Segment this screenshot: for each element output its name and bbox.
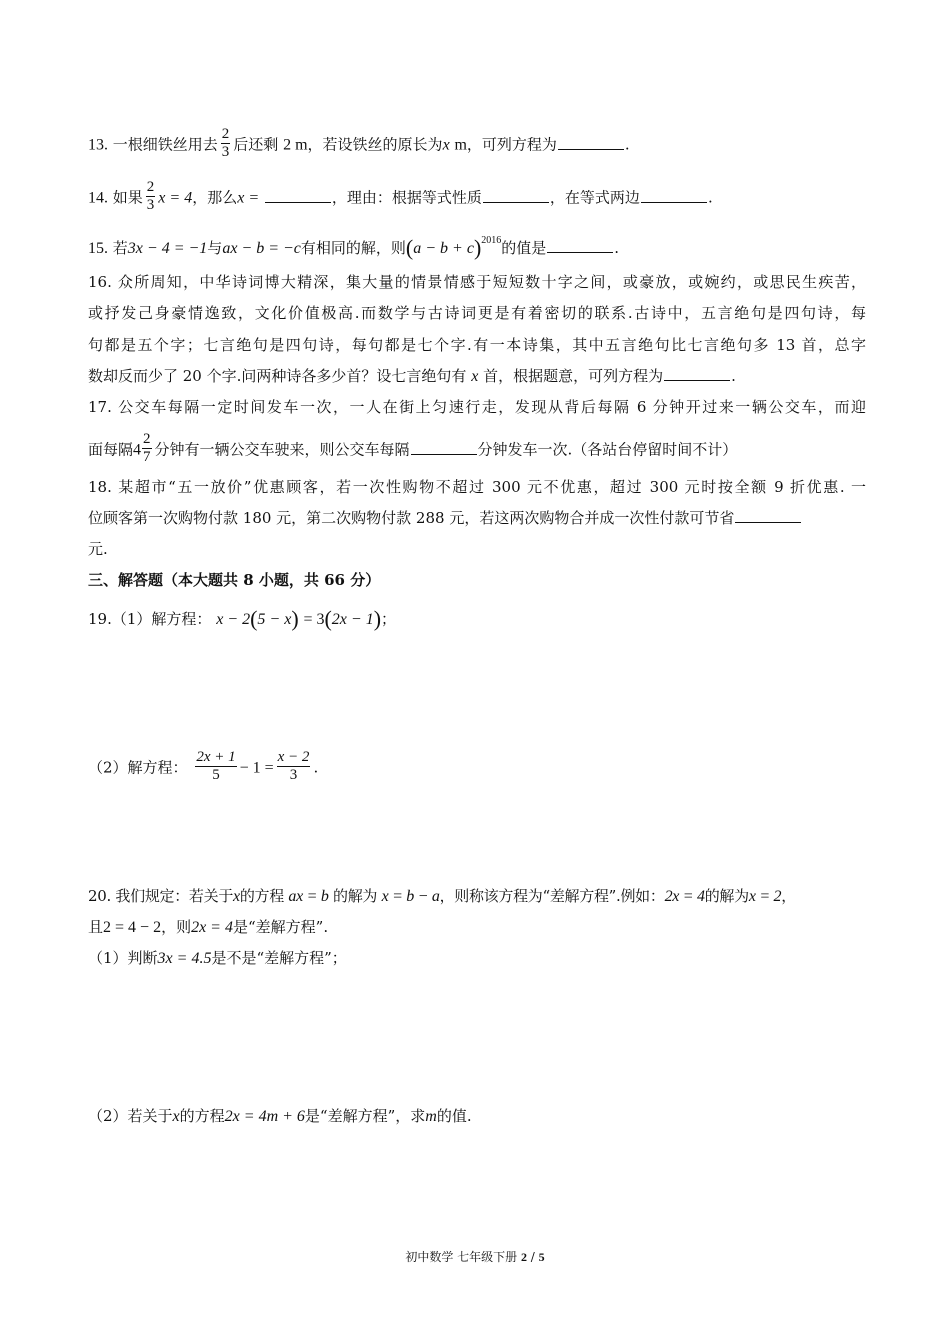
q20-equation: 2x = 4 bbox=[191, 919, 233, 936]
q17-text: 分钟有一辆公交车驶来，则公交车每隔 bbox=[154, 440, 410, 459]
q15-text: 若 bbox=[112, 239, 128, 257]
question-20-part-1 bbox=[88, 948, 866, 969]
question-number: 15. bbox=[88, 240, 108, 257]
q20-text: 的解为 bbox=[333, 887, 378, 905]
answer-blank[interactable] bbox=[411, 440, 477, 455]
q14-equation: x = 4 bbox=[158, 189, 193, 207]
question-number: 13. bbox=[88, 136, 108, 154]
q13-text: ，若设铁丝的原长为 bbox=[307, 135, 443, 154]
q20-variable: x bbox=[172, 1108, 180, 1125]
q14-text: ，那么 bbox=[192, 188, 238, 207]
q20-equation: ax = b bbox=[288, 888, 329, 905]
answer-blank[interactable] bbox=[483, 188, 549, 203]
q15-equation-2: ax − b = −c bbox=[222, 240, 301, 257]
q20-text: 20. 我们规定：若关于 bbox=[88, 887, 234, 905]
q19-equation: − 1 = bbox=[239, 759, 274, 777]
q14-text: ，理由：根据等式性质 bbox=[331, 188, 482, 207]
q15-equation-1: 3x − 4 = −1 bbox=[127, 240, 208, 257]
q19-equation: 5 − x bbox=[257, 611, 292, 628]
q13-end: . bbox=[624, 135, 630, 154]
question-13 bbox=[88, 128, 866, 163]
fraction-numerator: 2 bbox=[146, 179, 155, 195]
question-18-line-2 bbox=[88, 508, 866, 528]
fraction bbox=[146, 179, 156, 214]
mixed-number-whole: 4 bbox=[133, 441, 142, 459]
q20-equation: x = b − a bbox=[381, 888, 440, 905]
fraction bbox=[221, 126, 231, 161]
q20-text: 的解为 bbox=[704, 887, 749, 905]
q19-equation: = 3 bbox=[303, 611, 325, 628]
q20-equation: 3x = 4.5 bbox=[157, 950, 212, 967]
q19-end: . bbox=[313, 758, 319, 777]
q20-text: 是“差解方程”，求 bbox=[304, 1107, 426, 1125]
q19-end: ； bbox=[381, 610, 397, 628]
fraction-numerator: x − 2 bbox=[277, 749, 310, 765]
question-20-part-2 bbox=[88, 1106, 866, 1127]
q13-text: 一根细铁丝用去 bbox=[112, 135, 218, 154]
q17-text: 分钟发车一次.（各站台停留时间不计） bbox=[477, 440, 738, 459]
question-16-line-3: 句都是五个字；七言绝句是四句诗，每句都是七个字.有一本诗集，其中五言绝句比七言绝句多 13 首，总字 bbox=[88, 336, 866, 354]
q14-variable: x = bbox=[237, 189, 260, 207]
q20-text: ，则称该方程为“差解方程”.例如： bbox=[439, 887, 665, 905]
q15-text: 有相同的解，则 bbox=[300, 239, 406, 257]
q20-text: ，则 bbox=[161, 918, 192, 936]
fraction bbox=[277, 749, 311, 784]
question-19-part-2 bbox=[88, 751, 866, 786]
question-17-line-2 bbox=[88, 433, 866, 468]
q16-text: 首，根据题意，可列方程为 bbox=[483, 367, 664, 385]
answer-blank[interactable] bbox=[735, 508, 801, 523]
q17-text: 面每隔 bbox=[88, 440, 134, 459]
answer-blank[interactable] bbox=[547, 238, 613, 253]
q20-equation: x = 2 bbox=[748, 888, 782, 905]
fraction-denominator: 3 bbox=[146, 197, 155, 213]
q16-variable: x bbox=[471, 368, 479, 385]
question-20-line-2 bbox=[88, 917, 866, 938]
question-16-line-4 bbox=[88, 366, 866, 387]
footer-page-total: 5 bbox=[538, 1250, 545, 1264]
footer-subject: 初中数学 七年级下册 bbox=[405, 1250, 518, 1264]
q20-text: 的方程 bbox=[179, 1107, 225, 1125]
q20-text: 且 bbox=[88, 918, 104, 936]
q20-text: ， bbox=[781, 887, 796, 905]
fraction-denominator: 5 bbox=[212, 767, 220, 783]
q20-equation: 2x = 4 bbox=[664, 888, 705, 905]
page-footer bbox=[0, 1249, 950, 1265]
q20-text: （1）判断 bbox=[88, 949, 158, 967]
fraction-numerator: 2x + 1 bbox=[196, 749, 236, 765]
q19-equation: 2x − 1 bbox=[331, 611, 374, 628]
q20-text: （2）若关于 bbox=[88, 1107, 173, 1125]
q20-text: 的方程 bbox=[239, 887, 284, 905]
answer-blank[interactable] bbox=[558, 135, 624, 150]
q15-expression: a − b + c bbox=[413, 240, 474, 257]
q16-end: . bbox=[731, 367, 736, 385]
question-19-part-1: 19.（1）解方程： x − 2(5 − x) = 3(2x − 1)； bbox=[88, 606, 397, 631]
q15-text: 的值是 bbox=[501, 239, 547, 257]
q20-text: 的值. bbox=[436, 1107, 472, 1125]
question-16-line-2: 或抒发己身豪情逸致，文化价值极高.而数学与古诗词更是有着密切的联系.古诗中，五言绝句是四句诗，每 bbox=[88, 304, 866, 322]
question-17-line-1: 17. 公交车每隔一定时间发车一次，一人在街上匀速行走，发现从背后每隔 6 分钟开过来一辆公交车，而迎 bbox=[88, 398, 866, 416]
question-16-line-1: 16. 众所周知，中华诗词博大精深，集大量的情景情感于短短数十字之间，或豪放，或婉约，或思民生疾苦， bbox=[88, 273, 866, 291]
q19-label: 19.（1）解方程： bbox=[88, 610, 212, 628]
fraction bbox=[142, 431, 152, 466]
q20-text: 是“差解方程”. bbox=[232, 918, 329, 936]
q15-end: . bbox=[614, 239, 620, 257]
q14-text: 如果 bbox=[112, 188, 143, 207]
fraction-denominator: 3 bbox=[289, 767, 298, 783]
q13-variable: x bbox=[442, 136, 450, 154]
q19-equation: x − 2 bbox=[216, 611, 251, 628]
fraction-denominator: 3 bbox=[221, 144, 230, 160]
answer-blank[interactable] bbox=[265, 188, 331, 203]
q20-text: 是不是“差解方程”； bbox=[211, 949, 347, 967]
q13-text: ，可列方程为 bbox=[466, 135, 557, 154]
fraction bbox=[195, 749, 236, 784]
q13-text: 后还剩 bbox=[233, 135, 279, 154]
q13-unit: m bbox=[454, 136, 467, 154]
question-14 bbox=[88, 181, 866, 216]
q14-end: . bbox=[707, 188, 713, 207]
q20-equation: 2 = 4 − 2 bbox=[103, 919, 162, 936]
q16-text: 数却反而少了 20 个字.问两种诗各多少首？设七言绝句有 bbox=[88, 367, 467, 385]
fraction-numerator: 2 bbox=[143, 431, 151, 447]
q18-text: 位顾客第一次购物付款 180 元，第二次购物付款 288 元，若这两次购物合并成一次性付款可节省 bbox=[88, 509, 735, 527]
q20-equation: 2x = 4m + 6 bbox=[224, 1108, 305, 1125]
q19-label: （2）解方程： bbox=[88, 758, 188, 777]
answer-blank[interactable] bbox=[641, 188, 707, 203]
fraction-denominator: 7 bbox=[143, 449, 151, 465]
q20-variable: m bbox=[425, 1108, 437, 1125]
answer-blank[interactable] bbox=[664, 366, 730, 381]
footer-page-number: 2 bbox=[520, 1250, 527, 1264]
section-heading: 三、解答题（本大题共 8 小题，共 66 分） bbox=[88, 571, 381, 589]
question-18-line-3: 元. bbox=[88, 540, 108, 558]
q15-exponent: 2016 bbox=[481, 235, 502, 246]
q13-value: 2 m bbox=[283, 136, 308, 154]
question-20-line-1 bbox=[88, 886, 866, 907]
footer-separator: / bbox=[530, 1250, 535, 1264]
question-15: 15. 若3x − 4 = −1与ax − b = −c有相同的解，则$(a - b + c)^{2016}$的值是 . bbox=[88, 235, 620, 260]
question-number: 14. bbox=[88, 189, 108, 207]
q15-text: 与 bbox=[207, 239, 223, 257]
q14-text: ，在等式两边 bbox=[549, 188, 640, 207]
q20-variable: x bbox=[233, 888, 240, 905]
fraction-numerator: 2 bbox=[221, 126, 230, 142]
question-18-line-1: 18. 某超市“五一放价”优惠顾客，若一次性购物不超过 300 元不优惠，超过 300 元时按全额 9 折优惠. 一 bbox=[88, 478, 866, 496]
